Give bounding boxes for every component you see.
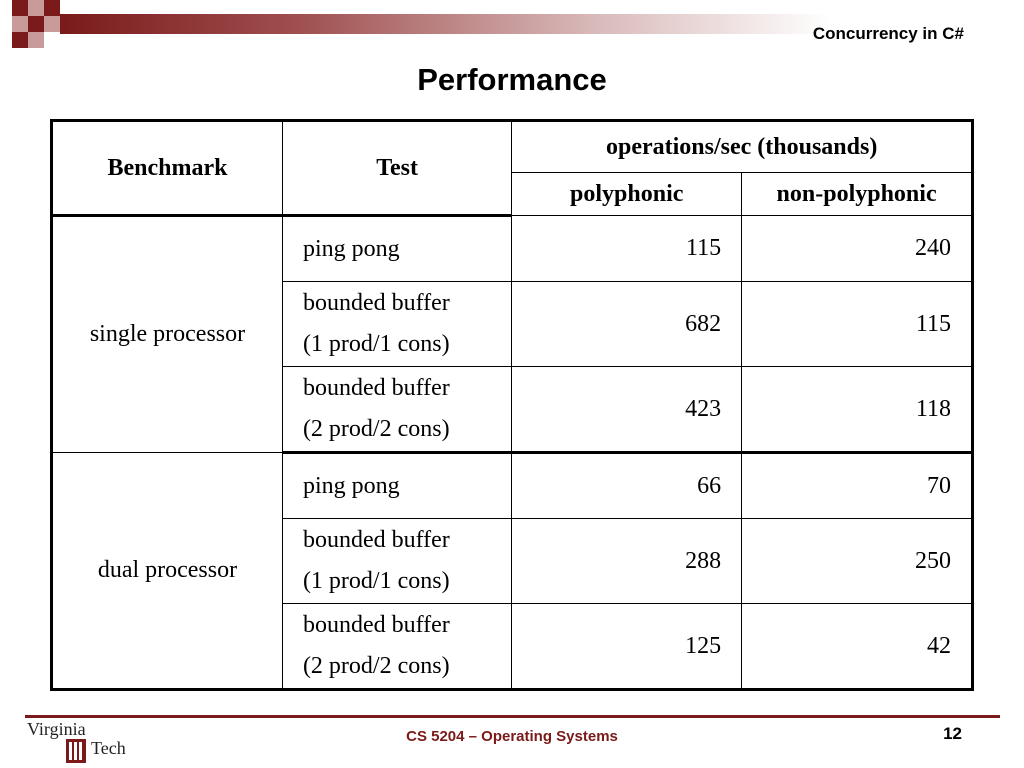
footer-rule: [25, 715, 1000, 718]
polyphonic-value: 125: [512, 604, 742, 690]
col-benchmark-header: Benchmark: [52, 121, 283, 216]
polyphonic-value: 115: [512, 216, 742, 282]
banner-square: [44, 0, 60, 16]
test-line: (1 prod/1 cons): [302, 568, 450, 594]
page-number: 12: [943, 724, 962, 743]
performance-table: [50, 119, 974, 691]
banner-square: [44, 16, 60, 32]
col-nonpolyphonic-header: non-polyphonic: [742, 173, 973, 216]
test-line: (2 prod/2 cons): [302, 416, 450, 442]
nonpolyphonic-value: 118: [742, 367, 973, 453]
benchmark-cell: single processor: [52, 216, 283, 453]
nonpolyphonic-value: 115: [742, 282, 973, 367]
banner-square: [12, 32, 28, 48]
nonpolyphonic-value: 250: [742, 519, 973, 604]
test-line: ping pong: [302, 235, 400, 262]
test-line: (1 prod/1 cons): [302, 331, 450, 357]
col-polyphonic-header: polyphonic: [512, 173, 742, 216]
test-cell: [282, 519, 511, 604]
polyphonic-value: 288: [512, 519, 742, 604]
test-cell: [282, 216, 511, 282]
polyphonic-value: 66: [512, 453, 742, 519]
footer-course: CS 5204 – Operating Systems: [406, 728, 618, 745]
banner-square: [28, 16, 44, 32]
banner-square: [28, 0, 44, 16]
benchmark-cell: dual processor: [52, 453, 283, 690]
banner-square: [28, 32, 44, 48]
table-row: [52, 216, 973, 282]
test-cell: [282, 604, 511, 690]
test-line: bounded buffer: [302, 527, 450, 553]
test-line: bounded buffer: [302, 375, 450, 401]
polyphonic-value: 682: [512, 282, 742, 367]
nonpolyphonic-value: 70: [742, 453, 973, 519]
header-banner: [0, 0, 1024, 48]
col-ops-group-header: operations/sec (thousands): [512, 121, 973, 173]
banner-square: [12, 16, 28, 32]
slide-title: Performance: [417, 62, 607, 97]
nonpolyphonic-value: 42: [742, 604, 973, 690]
col-test-header: Test: [282, 121, 511, 216]
test-line: bounded buffer: [302, 612, 450, 638]
test-cell: [282, 282, 511, 367]
header-title: Concurrency in C#: [812, 24, 964, 43]
polyphonic-value: 423: [512, 367, 742, 453]
logo-text-tech: Tech: [91, 738, 126, 758]
logo-text-virginia: Virginia: [27, 719, 86, 739]
test-line: bounded buffer: [302, 290, 450, 316]
nonpolyphonic-value: 240: [742, 216, 973, 282]
banner-square: [12, 0, 28, 16]
table-header-row: [52, 121, 973, 173]
test-cell: [282, 453, 511, 519]
test-cell: [282, 367, 511, 453]
test-line: (2 prod/2 cons): [302, 653, 450, 679]
test-line: ping pong: [302, 472, 400, 499]
table-row: [52, 453, 973, 519]
